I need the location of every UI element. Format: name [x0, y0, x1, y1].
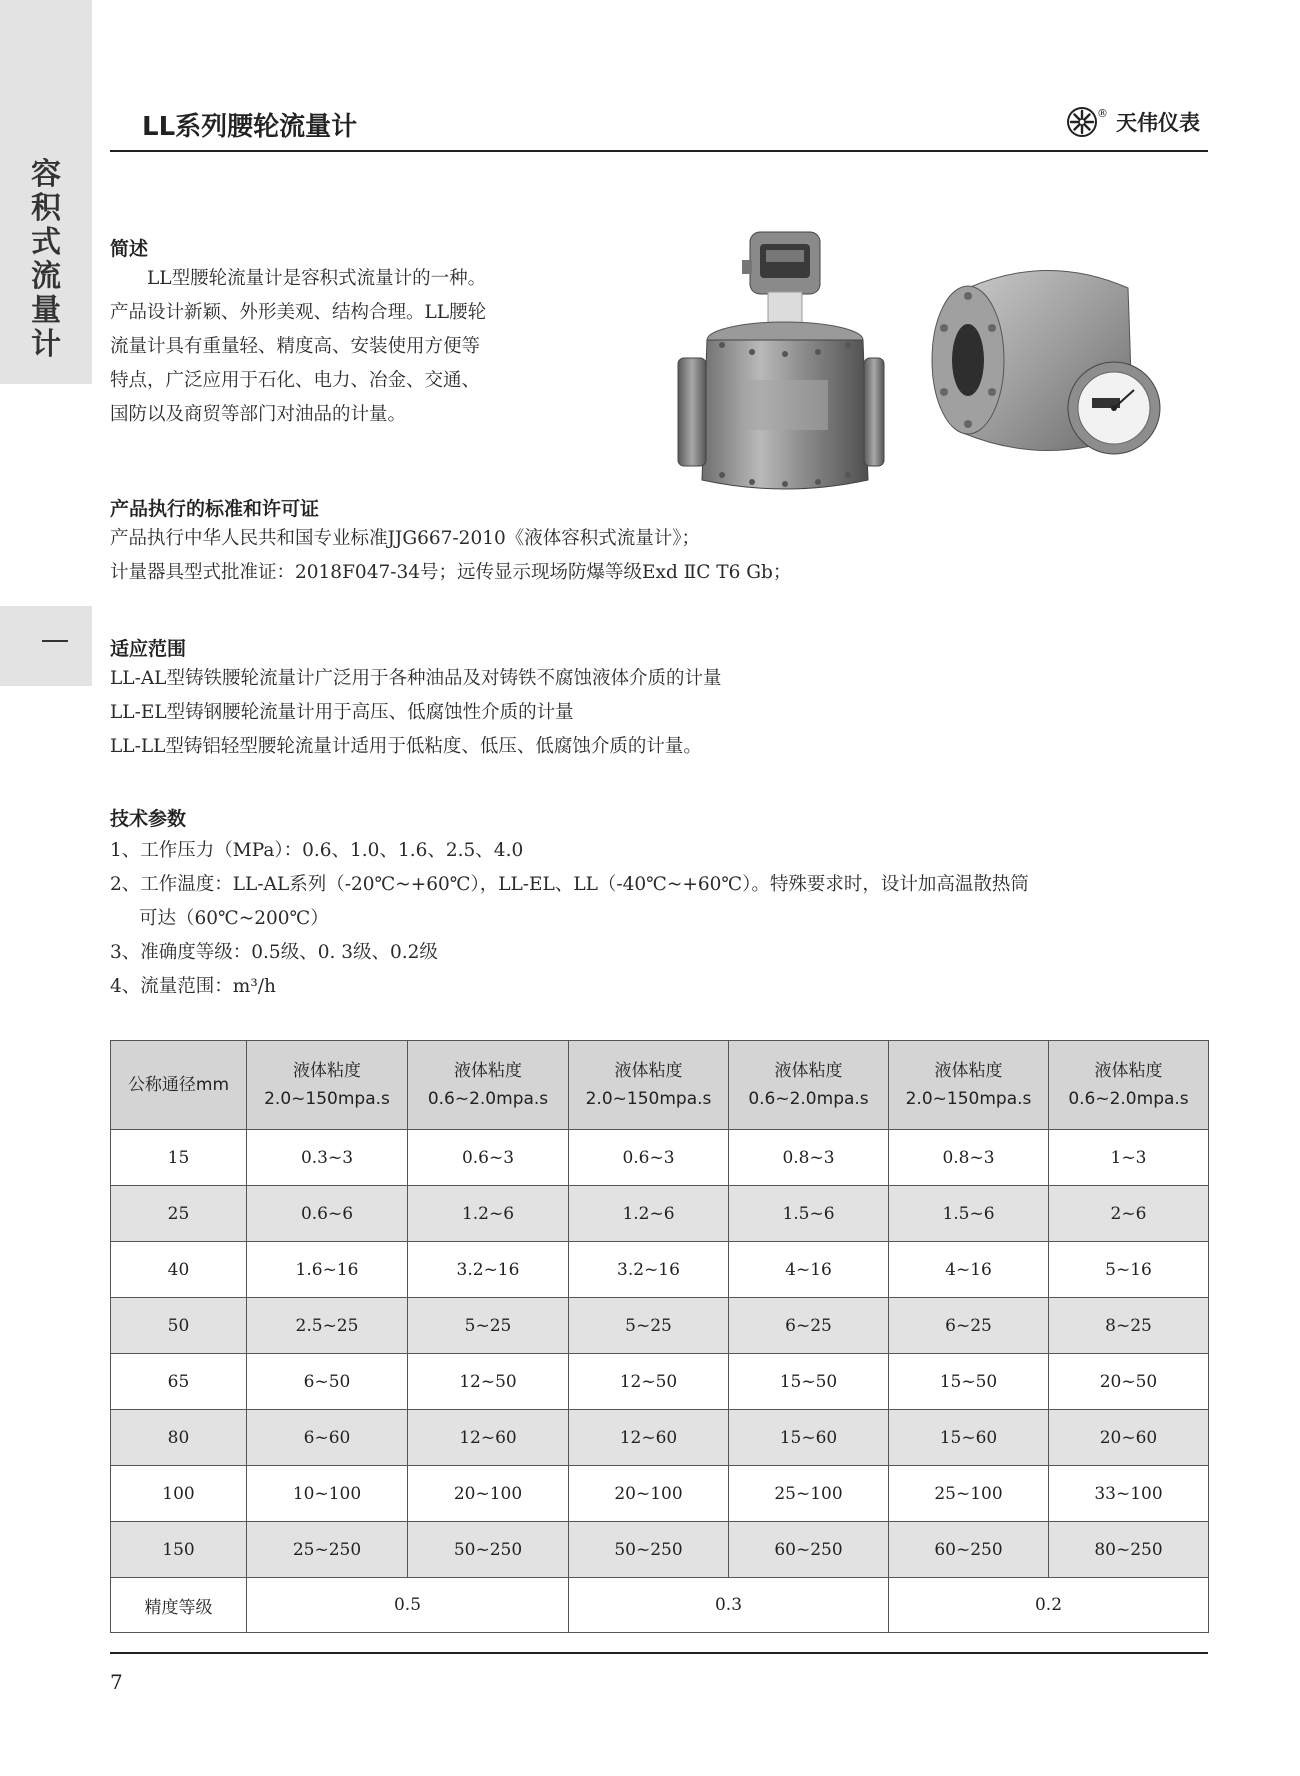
cell-flow: 6~25: [729, 1298, 889, 1354]
standards-text: [110, 522, 791, 590]
cell-flow: 0.8~3: [889, 1130, 1049, 1186]
scope-line: LL-LL型铸铝轻型腰轮流量计适用于低粘度、低压、低腐蚀介质的计量。: [110, 736, 702, 757]
param-line: 3、准确度等级：0.5级、0. 3级、0.2级: [110, 942, 438, 963]
cell-dn: 50: [111, 1298, 247, 1354]
cell-dn: 150: [111, 1522, 247, 1578]
cell-flow: 6~25: [889, 1298, 1049, 1354]
params-heading: 技术参数: [110, 808, 187, 830]
params-text: [110, 834, 1029, 1004]
cell-flow: 20~50: [1049, 1354, 1209, 1410]
cell-dn: 40: [111, 1242, 247, 1298]
header-rule: [110, 150, 1208, 152]
cell-flow: 3.2~16: [408, 1242, 569, 1298]
header-nominal-diameter: 公称通径mm: [111, 1041, 247, 1130]
cell-dn: 15: [111, 1130, 247, 1186]
cell-flow: 4~16: [729, 1242, 889, 1298]
accuracy-label: 精度等级: [111, 1578, 247, 1633]
cell-flow: 10~100: [247, 1466, 408, 1522]
cell-flow: 2~6: [1049, 1186, 1209, 1242]
param-line: 1、工作压力（MPa）：0.6、1.0、1.6、2.5、4.0: [110, 840, 524, 861]
sidebar-category-tab: [0, 0, 92, 384]
cell-flow: 8~25: [1049, 1298, 1209, 1354]
cell-dn: 80: [111, 1410, 247, 1466]
cell-flow: 12~60: [408, 1410, 569, 1466]
cell-flow: 1.6~16: [247, 1242, 408, 1298]
table-row: [111, 1242, 1209, 1298]
cell-flow: 5~25: [569, 1298, 729, 1354]
chapter-mark: [42, 640, 68, 642]
cell-flow: 0.6~3: [569, 1130, 729, 1186]
scope-line: LL-EL型铸钢腰轮流量计用于高压、低腐蚀性介质的计量: [110, 702, 574, 723]
cell-flow: 20~60: [1049, 1410, 1209, 1466]
cell-flow: 6~50: [247, 1354, 408, 1410]
standards-line: 产品执行中华人民共和国专业标准JJG667-2010《液体容积式流量计》；: [110, 528, 701, 549]
scope-heading: 适应范围: [110, 638, 187, 660]
product-photo-digital-meter: [672, 230, 888, 500]
cell-flow: 50~250: [408, 1522, 569, 1578]
cell-flow: 12~50: [408, 1354, 569, 1410]
cell-flow: 12~60: [569, 1410, 729, 1466]
cell-flow: 60~250: [889, 1522, 1049, 1578]
table-row: [111, 1130, 1209, 1186]
table-row: [111, 1298, 1209, 1354]
standards-heading: 产品执行的标准和许可证: [110, 498, 320, 520]
header-viscosity: 液体粘度 0.6~2.0mpa.s: [1049, 1041, 1209, 1130]
cell-flow: 60~250: [729, 1522, 889, 1578]
cell-flow: 1.2~6: [408, 1186, 569, 1242]
cell-flow: 50~250: [569, 1522, 729, 1578]
cell-flow: 3.2~16: [569, 1242, 729, 1298]
table-row: [111, 1186, 1209, 1242]
cell-flow: 1.5~6: [729, 1186, 889, 1242]
scope-line: LL-AL型铸铁腰轮流量计广泛用于各种油品及对铸铁不腐蚀液体介质的计量: [110, 668, 722, 689]
cell-flow: 0.6~6: [247, 1186, 408, 1242]
accuracy-value: 0.2: [889, 1578, 1209, 1633]
flow-range-table: [110, 1040, 1209, 1633]
cell-flow: 0.8~3: [729, 1130, 889, 1186]
cell-flow: 25~250: [247, 1522, 408, 1578]
cell-flow: 15~50: [729, 1354, 889, 1410]
cell-dn: 25: [111, 1186, 247, 1242]
param-line: 2、工作温度：LL-AL系列（-20℃~+60℃），LL-EL、LL（-40℃~+60℃）。特殊要求时，设计加高温散热筒: [110, 874, 1029, 895]
intro-heading: 简述: [110, 238, 149, 260]
header-viscosity: 液体粘度 2.0~150mpa.s: [247, 1041, 408, 1130]
header-viscosity: 液体粘度 0.6~2.0mpa.s: [729, 1041, 889, 1130]
cell-flow: 1~3: [1049, 1130, 1209, 1186]
header-viscosity: 液体粘度 2.0~150mpa.s: [569, 1041, 729, 1130]
param-line: 可达（60℃~200℃）: [139, 908, 329, 929]
cell-flow: 80~250: [1049, 1522, 1209, 1578]
cell-flow: 1.5~6: [889, 1186, 1049, 1242]
cell-flow: 0.6~3: [408, 1130, 569, 1186]
cell-flow: 25~100: [889, 1466, 1049, 1522]
cell-flow: 5~25: [408, 1298, 569, 1354]
brand: [1065, 102, 1200, 142]
brand-logo-icon: [1065, 105, 1099, 139]
cell-dn: 100: [111, 1466, 247, 1522]
accuracy-value: 0.5: [247, 1578, 569, 1633]
cell-flow: 12~50: [569, 1354, 729, 1410]
cell-flow: 20~100: [569, 1466, 729, 1522]
cell-flow: 15~60: [889, 1410, 1049, 1466]
cell-flow: 0.3~3: [247, 1130, 408, 1186]
sidebar-chapter-tab: [0, 606, 92, 686]
intro-text: [110, 262, 565, 432]
header-viscosity: 液体粘度 2.0~150mpa.s: [889, 1041, 1049, 1130]
page-title: LL系列腰轮流量计: [142, 112, 358, 142]
brand-name: 天伟仪表: [1116, 110, 1200, 135]
cell-flow: 15~50: [889, 1354, 1049, 1410]
intro-line: 特点，广泛应用于石化、电力、冶金、交通、: [110, 370, 481, 391]
cell-flow: 20~100: [408, 1466, 569, 1522]
cell-flow: 15~60: [729, 1410, 889, 1466]
standards-line: 计量器具型式批准证：2018F047-34号；远传显示现场防爆等级Exd ⅡC T6 Gb；: [110, 562, 792, 583]
registered-mark: ®: [1097, 106, 1108, 120]
intro-line: 流量计具有重量轻、精度高、安装使用方便等: [110, 336, 481, 357]
footer-rule: [110, 1652, 1208, 1654]
cell-flow: 1.2~6: [569, 1186, 729, 1242]
intro-line: LL型腰轮流量计是容积式流量计的一种。: [147, 268, 487, 289]
cell-flow: 6~60: [247, 1410, 408, 1466]
table-row: [111, 1522, 1209, 1578]
page-number: 7: [110, 1670, 123, 1694]
cell-flow: 4~16: [889, 1242, 1049, 1298]
table-row: [111, 1466, 1209, 1522]
sidebar-category-label: 容 积 式 流 量 计: [31, 157, 61, 362]
cell-flow: 33~100: [1049, 1466, 1209, 1522]
accuracy-row: [111, 1578, 1209, 1633]
cell-dn: 65: [111, 1354, 247, 1410]
table-header-row: [111, 1041, 1209, 1130]
intro-line: 国防以及商贸等部门对油品的计量。: [110, 404, 407, 425]
intro-line: 产品设计新颖、外形美观、结构合理。LL腰轮: [110, 302, 487, 323]
header-viscosity: 液体粘度 0.6~2.0mpa.s: [408, 1041, 569, 1130]
chapter-mark-text: [0, 606, 1, 607]
product-photo-dial-meter: [928, 258, 1168, 468]
scope-text: [110, 662, 721, 764]
cell-flow: 2.5~25: [247, 1298, 408, 1354]
param-line: 4、流量范围：m³/h: [110, 976, 276, 997]
table-row: [111, 1354, 1209, 1410]
table-row: [111, 1410, 1209, 1466]
accuracy-value: 0.3: [569, 1578, 889, 1633]
cell-flow: 5~16: [1049, 1242, 1209, 1298]
cell-flow: 25~100: [729, 1466, 889, 1522]
